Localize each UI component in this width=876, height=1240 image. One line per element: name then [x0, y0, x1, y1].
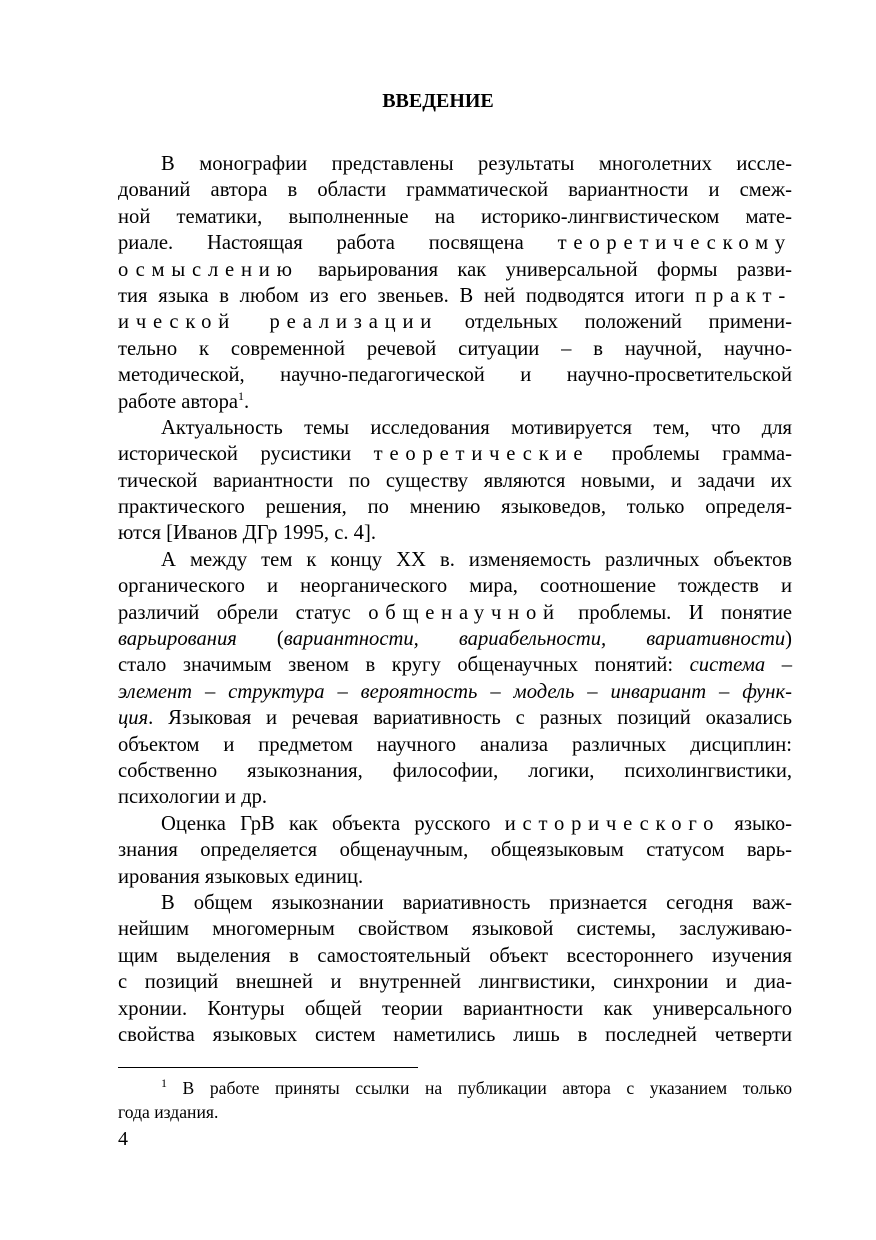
- text-segment: органического и неорганического мира, соотношение тождеств и: [118, 575, 792, 598]
- text-line: [118, 652, 792, 678]
- text-line: [118, 837, 792, 863]
- text-line: [118, 494, 792, 520]
- text-line: [118, 811, 792, 837]
- text-segment: щим выделения в самостоятельный объект всестороннего изучения: [118, 944, 792, 967]
- text-segment: проблемы. И понятие: [560, 601, 792, 624]
- text-line: [118, 362, 792, 388]
- text-segment: общенаучной: [368, 601, 561, 624]
- text-segment: дований автора в области грамматической вариантности и смеж-: [118, 179, 792, 202]
- text-segment: нейшим многомерным свойством языковой системы, заслуживаю-: [118, 918, 792, 941]
- text-line: [118, 257, 792, 283]
- text-line: [118, 996, 792, 1022]
- text-segment: В монографии представлены результаты многолетних иссле-: [161, 153, 792, 175]
- text-line: [118, 679, 792, 705]
- text-segment: элемент – структура – вероятность – модель – инвариант – функ-: [118, 680, 792, 703]
- text-segment: В работе приняты ссылки на публикации автора с указанием только: [167, 1078, 792, 1098]
- text-line: [118, 890, 792, 916]
- text-segment: (: [236, 628, 284, 651]
- text-line: [118, 600, 792, 626]
- text-segment: теоретическому: [557, 232, 792, 255]
- text-segment: отдельных положений примени-: [438, 311, 792, 334]
- text-line: [118, 626, 792, 652]
- text-line: [118, 1077, 792, 1101]
- text-segment: тельно к современной речевой ситуации – в научной, научно-: [118, 337, 792, 360]
- text-line: [118, 283, 792, 309]
- text-segment: В общем языкознании вариативность признается сегодня важ-: [161, 891, 792, 914]
- text-line: [118, 784, 792, 810]
- text-line: [118, 520, 792, 546]
- text-segment: собственно языкознания, философии, логики, психолингвистики,: [118, 759, 792, 782]
- text-segment: ция: [118, 707, 149, 730]
- footnote-marker: 1: [238, 388, 245, 403]
- text-line: [118, 705, 792, 731]
- text-segment: с позиций внешней и внутренней лингвистики, синхронии и диа-: [118, 971, 792, 994]
- text-segment: теоретические: [373, 443, 590, 466]
- text-segment: года издания.: [118, 1101, 219, 1122]
- text-segment: варьирования: [118, 628, 237, 651]
- text-segment: практ-: [695, 284, 792, 307]
- text-line: [118, 1101, 792, 1125]
- text-segment: ной тематики, выполненные на историко-лингвистическом мате-: [118, 205, 792, 228]
- text-segment: исторического: [504, 812, 721, 835]
- text-segment: ): [785, 628, 792, 651]
- main-text: [118, 151, 792, 1048]
- text-segment: объектом и предметом научного анализа различных дисциплин:: [118, 733, 792, 756]
- text-segment: система –: [689, 654, 792, 677]
- text-line: [118, 389, 792, 415]
- text-segment: практического решения, по мнению языковедов, только определя-: [118, 496, 792, 519]
- text-line: [118, 758, 792, 784]
- text-line: [118, 1022, 792, 1048]
- text-line: [118, 230, 792, 256]
- text-segment: различий обрели статус: [118, 601, 369, 624]
- text-segment: риале. Настоящая работа посвящена: [118, 232, 558, 255]
- text-line: [118, 969, 792, 995]
- page-number: 4: [118, 1128, 128, 1150]
- text-segment: .: [244, 390, 250, 413]
- text-segment: хронии. Контуры общей теории вариантности как универсального: [118, 997, 792, 1020]
- text-segment: тической вариантности по существу являются новыми, и задачи их: [118, 469, 792, 492]
- text-line: [118, 415, 792, 441]
- text-segment: языко-: [720, 812, 792, 835]
- text-segment: знания определяется общенаучным, общеязыковым статусом варь-: [118, 839, 792, 862]
- text-line: [118, 864, 792, 890]
- text-line: [118, 468, 792, 494]
- text-segment: варьирования как универсальной формы разви-: [298, 258, 792, 281]
- footnote-marker: 1: [161, 1076, 167, 1091]
- text-line: [118, 204, 792, 230]
- text-line: [118, 441, 792, 467]
- text-segment: Оценка ГрВ как объекта русского: [161, 812, 505, 835]
- chapter-title: ВВЕДЕНИЕ: [382, 90, 494, 112]
- text-segment: вариантности, вариабельности, вариативности: [283, 628, 786, 651]
- text-line: [118, 177, 792, 203]
- text-segment: . Языковая и речевая вариативность с разных позиций оказались: [148, 707, 792, 730]
- text-segment: свойства языковых систем наметились лишь в последней четверти: [118, 1023, 792, 1046]
- text-segment: Актуальность темы исследования мотивируется тем, что для: [161, 416, 792, 439]
- text-segment: ической реализации: [118, 311, 439, 334]
- footnote: [118, 1077, 792, 1124]
- text-segment: исторической русистики: [118, 443, 374, 466]
- text-segment: тия языка в любом из его звеньев. В ней подводятся итоги: [118, 284, 696, 307]
- text-line: [118, 336, 792, 362]
- text-line: [118, 151, 792, 177]
- text-line: [118, 573, 792, 599]
- text-segment: стало значимым звеном в кругу общенаучных понятий:: [118, 654, 690, 677]
- text-line: [118, 943, 792, 969]
- text-segment: проблемы грамма-: [589, 443, 792, 466]
- text-segment: осмыслению: [118, 258, 299, 281]
- text-line: [118, 309, 792, 335]
- text-segment: психологии и др.: [118, 786, 268, 809]
- text-segment: ирования языковых единиц.: [118, 865, 364, 888]
- text-segment: А между тем к концу XX в. изменяемость различных объектов: [161, 548, 792, 571]
- text-line: [118, 547, 792, 573]
- text-line: [118, 916, 792, 942]
- text-segment: работе автора: [118, 390, 239, 413]
- text-line: [118, 732, 792, 758]
- footnote-separator: [118, 1067, 418, 1068]
- text-segment: методической, научно-педагогической и научно-просветительской: [118, 364, 792, 387]
- text-segment: ются [Иванов ДГр 1995, с. 4].: [118, 522, 376, 545]
